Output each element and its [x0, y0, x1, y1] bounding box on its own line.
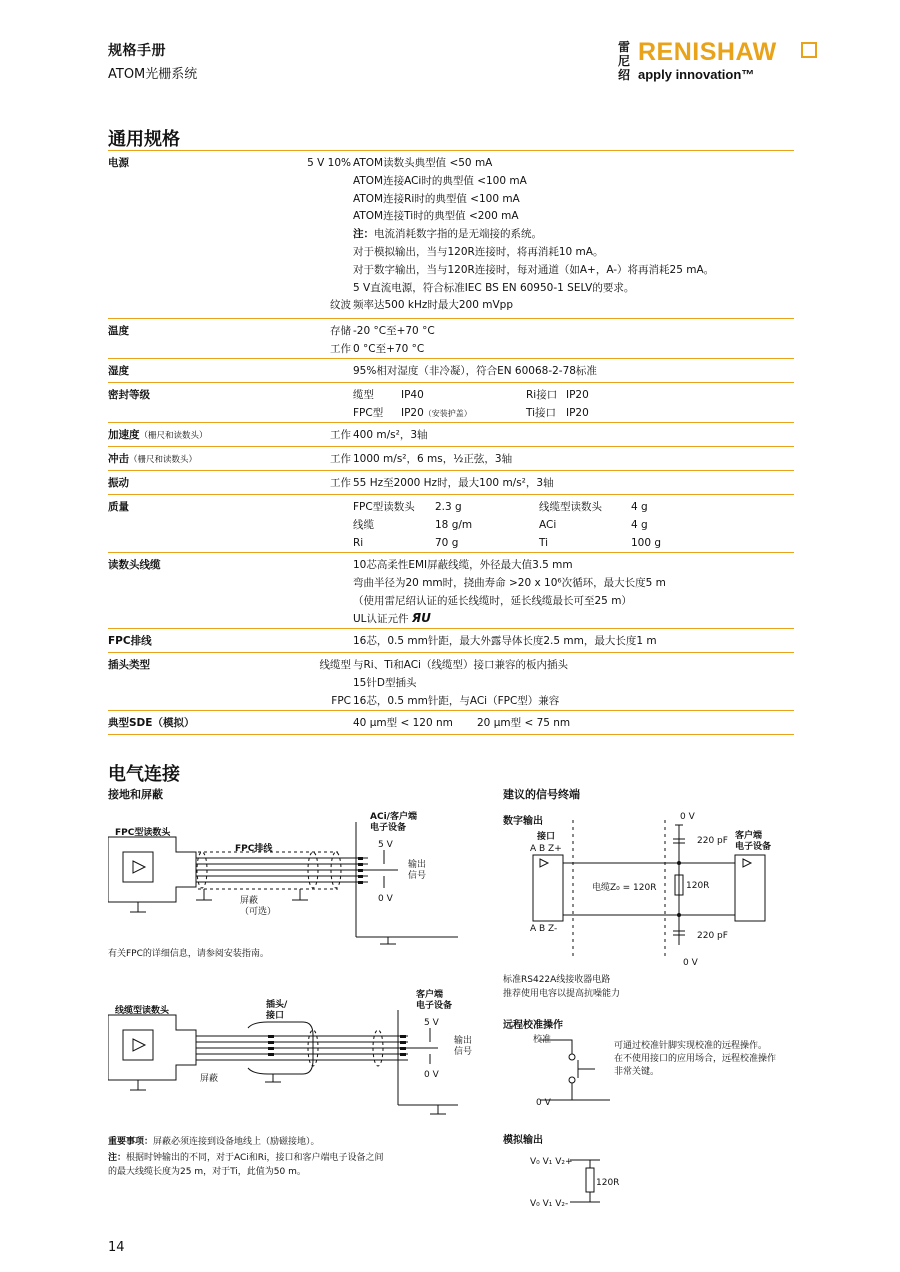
cell: Ri接口 — [526, 389, 558, 401]
row-label — [108, 451, 283, 467]
row-label: 质量 — [108, 501, 129, 513]
row-condition — [283, 499, 351, 549]
plug-line: 插头/ — [266, 1000, 288, 1010]
cell: 4 g — [631, 518, 648, 531]
row-condition: 工作 — [330, 453, 351, 465]
row-qualifier: （栅尺和读数头） — [129, 455, 198, 465]
interface-label: 接口 — [537, 832, 556, 842]
value-line: 400 m/s²，3轴 — [353, 429, 428, 441]
note-label: 注： — [108, 1153, 127, 1163]
row-qualifier: （栅尺和读数头） — [139, 431, 208, 441]
remote-desc-line: 可通过校准针脚实现校准的远程操作。 — [614, 1041, 768, 1051]
cell-note: （安装护盖） — [423, 408, 472, 418]
value-line — [353, 405, 793, 423]
cable-length-line: 的最大线缆长度为25 m，对于Ti，此值为50 m。 — [108, 1167, 306, 1177]
cell: 100 g — [631, 536, 662, 549]
rs422-line: 推荐使用电容以提高抗噪能力 — [503, 989, 621, 999]
cable-readhead-label: 线缆型读数头 — [115, 1006, 170, 1016]
value-line: 16芯，0.5 mm针距，与ACi（FPC型）兼容 — [353, 694, 560, 707]
value-line: 15针D型插头 — [353, 676, 417, 689]
v5-label: 5 V — [378, 840, 393, 850]
remote-v0-label: 0 V — [536, 1098, 551, 1108]
row-values — [353, 451, 793, 469]
ripple-condition: 纹波 — [330, 299, 351, 311]
cell: 线缆型读数头 — [539, 501, 602, 513]
value-line: 对于模拟输出，当与120R连接时，将再消耗10 mA。 — [353, 245, 604, 258]
customer-line: 电子设备 — [735, 842, 772, 852]
customer-line: 客户端 — [735, 831, 763, 841]
row-condition — [283, 387, 351, 419]
value-line — [353, 715, 793, 733]
cell: 线缆 — [353, 518, 374, 531]
output-line: 信号 — [408, 871, 427, 881]
fpc-note: 有关FPC的详细信息，请参阅安装指南。 — [108, 949, 269, 959]
row-label: 读数头线缆 — [108, 559, 161, 571]
row-values — [353, 657, 793, 710]
cell: IP20 — [566, 406, 589, 419]
analog-v-plus-label: V₀ V₁ V₂+ — [530, 1157, 573, 1167]
v5-label-2: 5 V — [424, 1018, 439, 1028]
value-line: 弯曲半径为20 mm时，挠曲寿命 >20 x 10⁶次循环，最大长度5 m — [353, 576, 666, 589]
row-label: 插头类型 — [108, 659, 150, 671]
row-label: 湿度 — [108, 365, 129, 377]
aci-label — [370, 812, 417, 834]
v0-label: 0 V — [378, 894, 393, 904]
row-values — [353, 633, 793, 651]
row-values — [353, 323, 793, 359]
cell: Ti接口 — [526, 406, 557, 419]
row-label — [108, 427, 283, 443]
row-values — [353, 499, 793, 552]
table-row — [108, 447, 794, 471]
document-title: 规格手册 — [108, 43, 166, 59]
brand-name: RENISHAW — [638, 38, 777, 66]
value-line: ATOM连接Ri时的典型值 <100 mA — [353, 192, 520, 205]
row-condition: 线缆型 FPC — [319, 659, 351, 707]
row-condition: 5 V 10% — [307, 157, 351, 169]
value-line: -20 °C至+70 °C — [353, 325, 435, 337]
cell: IP20 — [566, 389, 589, 401]
cell: 20 μm型 < 75 nm — [477, 717, 571, 729]
table-row — [108, 653, 794, 711]
brand-tagline: apply innovation™ — [638, 67, 755, 82]
value-line: 与Ri、Ti和ACi（线缆型）接口兼容的板内插头 — [353, 659, 568, 671]
note-line — [353, 226, 793, 244]
cell: 40 μm型 < 120 nm — [353, 717, 453, 729]
v0-label-2: 0 V — [424, 1070, 439, 1080]
row-condition: 工作 — [330, 477, 351, 489]
important-note — [108, 1135, 320, 1149]
output-line: 输出 — [408, 860, 427, 870]
cell: 缆型 — [353, 389, 374, 401]
cell: 70 g — [435, 536, 459, 549]
analog-resistor-label: 120R — [596, 1178, 620, 1188]
row-condition: 工作 — [330, 429, 351, 441]
abz-plus-label: A B Z+ — [530, 844, 562, 854]
customer-label — [416, 990, 452, 1012]
row-values — [353, 475, 793, 493]
analog-output-heading: 模拟输出 — [503, 1135, 543, 1146]
value-line: 5 V直流电源，符合标准IEC BS EN 60950-1 SELV的要求。 — [353, 281, 635, 294]
section-title-electrical: 电气连接 — [108, 764, 180, 785]
rs422-note — [503, 973, 620, 1001]
row-values — [353, 427, 793, 445]
table-row — [108, 359, 794, 383]
cell: 2.3 g — [435, 501, 462, 513]
rs422-line: 标准RS422A线接收器电路 — [503, 975, 611, 985]
note-text: 电流消耗数字指的是无端接的系统。 — [374, 228, 542, 241]
document-subtitle: ATOM光栅系统 — [108, 67, 198, 82]
note-text: 根据时钟输出的不同，对于ACi和Ri，接口和客户端电子设备之间 — [126, 1153, 384, 1163]
value-line: 10芯高柔性EMI屏蔽线缆，外径最大值3.5 mm — [353, 559, 573, 571]
table-row — [108, 629, 794, 653]
spec-table — [108, 150, 794, 735]
row-label: 振动 — [108, 477, 129, 489]
output-line: 信号 — [454, 1047, 473, 1057]
fpc-readhead-label: FPC型读数头 — [115, 828, 171, 838]
note-label: 注： — [353, 228, 374, 241]
aci-label-line: 电子设备 — [370, 823, 407, 833]
cable-impedance-label: 电缆Z₀ = 120R — [592, 883, 657, 893]
fpc-cable-label: FPC排线 — [235, 844, 273, 854]
table-row — [108, 553, 794, 629]
table-row — [108, 423, 794, 447]
value-line: ATOM读数头典型值 <50 mA — [353, 157, 493, 169]
brand-mark-icon — [801, 42, 817, 58]
row-label: 典型SDE（模拟） — [108, 717, 195, 729]
row-label-text: 加速度 — [108, 429, 140, 441]
table-row — [108, 711, 794, 735]
row-label-text: 冲击 — [108, 453, 129, 465]
row-label: 电源 — [108, 157, 129, 169]
row-values — [353, 363, 793, 381]
cell-value: IP20 — [401, 406, 424, 419]
shield-label-2: 屏蔽 — [200, 1074, 219, 1084]
ul-text: UL认证元件 — [353, 613, 409, 626]
value-line: ATOM连接Ti时的典型值 <200 mA — [353, 210, 519, 223]
value-line: 1000 m/s²，6 ms，½正弦，3轴 — [353, 453, 513, 465]
plug-line: 接口 — [266, 1011, 285, 1021]
table-row — [108, 495, 794, 553]
customer-line: 客户端 — [416, 990, 444, 1000]
value-line: ATOM连接ACi时的典型值 <100 mA — [353, 174, 527, 187]
output-line: 输出 — [454, 1036, 473, 1046]
brand-chinese-name: 雷尼绍 — [618, 40, 631, 82]
cable-length-line — [108, 1151, 384, 1165]
output-signal-label-2 — [454, 1036, 472, 1058]
value-line — [353, 387, 793, 405]
v0-bottom-label: 0 V — [683, 958, 698, 968]
cap-top-label: 220 pF — [697, 836, 728, 846]
cell: Ti — [539, 536, 549, 549]
renishaw-logo — [618, 40, 838, 86]
ul-mark-icon: ЯU — [411, 611, 431, 626]
digital-output-heading: 数字输出 — [503, 816, 543, 827]
important-label: 重要事项： — [108, 1137, 154, 1147]
row-label: 密封等级 — [108, 389, 150, 401]
table-row — [108, 383, 794, 423]
cell: 4 g — [631, 501, 648, 513]
cell: 18 g/m — [435, 518, 473, 531]
value-line: 对于数字输出，当与120R连接时，每对通道（如A+，A-）将再消耗25 mA。 — [353, 263, 715, 276]
value-line: （使用雷尼绍认证的延长线缆时，延长线缆最长可至25 m） — [353, 594, 632, 607]
row-condition — [283, 363, 351, 379]
subheading-grounding: 接地和屏蔽 — [108, 788, 163, 801]
cell: FPC型读数头 — [353, 501, 415, 513]
value-line: 16芯，0.5 mm针距，最大外露导体长度2.5 mm，最大长度1 m — [353, 635, 657, 647]
section-title-general: 通用规格 — [108, 129, 180, 150]
row-values — [353, 155, 793, 315]
subheading-termination: 建议的信号终端 — [503, 788, 580, 801]
v0-top-label: 0 V — [680, 812, 695, 822]
cell: IP40 — [401, 389, 424, 401]
remote-desc-line: 在不使用接口的应用场合，远程校准操作 — [614, 1054, 777, 1064]
shield-line: （可选） — [240, 907, 277, 917]
analog-v-minus-label: V₀ V₁ V₂- — [530, 1199, 569, 1209]
row-values — [353, 387, 793, 423]
value-line: 55 Hz至2000 Hz时，最大100 m/s²，3轴 — [353, 477, 554, 489]
value-line: 频率达500 kHz时最大200 mVpp — [353, 299, 513, 312]
cell: Ri — [353, 536, 364, 549]
customer-line: 电子设备 — [416, 1001, 453, 1011]
row-values — [353, 557, 793, 629]
cell: ACi — [539, 518, 557, 531]
row-condition — [283, 715, 351, 731]
resistor-label: 120R — [686, 881, 710, 891]
row-label: FPC排线 — [108, 635, 152, 647]
row-condition: 存储 工作 — [330, 325, 351, 355]
document-header — [108, 40, 197, 82]
shield-label — [240, 896, 276, 918]
value-line — [353, 610, 793, 629]
value-line — [353, 499, 793, 517]
value-line — [353, 535, 793, 553]
page-number: 14 — [108, 1240, 125, 1255]
value-line — [353, 517, 793, 535]
important-text: 屏蔽必须连接到设备地线上（励磁接地）。 — [153, 1137, 320, 1147]
remote-calibration-description — [614, 1040, 776, 1079]
calibration-label: 校准 — [533, 1035, 552, 1045]
row-condition — [283, 557, 351, 625]
table-row — [108, 471, 794, 495]
aci-label-line: ACi/客户端 — [370, 812, 417, 822]
cell: FPC型 — [353, 406, 384, 419]
row-condition — [283, 633, 351, 649]
cap-bottom-label: 220 pF — [697, 931, 728, 941]
value-line: 0 °C至+70 °C — [353, 342, 425, 355]
remote-calibration-heading: 远程校准操作 — [503, 1020, 563, 1031]
table-row — [108, 151, 794, 319]
row-label: 温度 — [108, 325, 129, 337]
remote-desc-line: 非常关键。 — [614, 1067, 660, 1077]
customer-device-label — [735, 831, 771, 853]
cable-length-note — [108, 1151, 384, 1179]
output-signal-label — [408, 860, 426, 882]
value-line: 95%相对湿度（非冷凝），符合EN 60068-2-78标准 — [353, 365, 597, 377]
cell — [401, 405, 526, 423]
shield-line: 屏蔽 — [240, 896, 259, 906]
table-row — [108, 319, 794, 359]
row-values — [353, 715, 793, 733]
plug-interface-label — [266, 1000, 287, 1022]
abz-minus-label: A B Z- — [530, 924, 558, 934]
